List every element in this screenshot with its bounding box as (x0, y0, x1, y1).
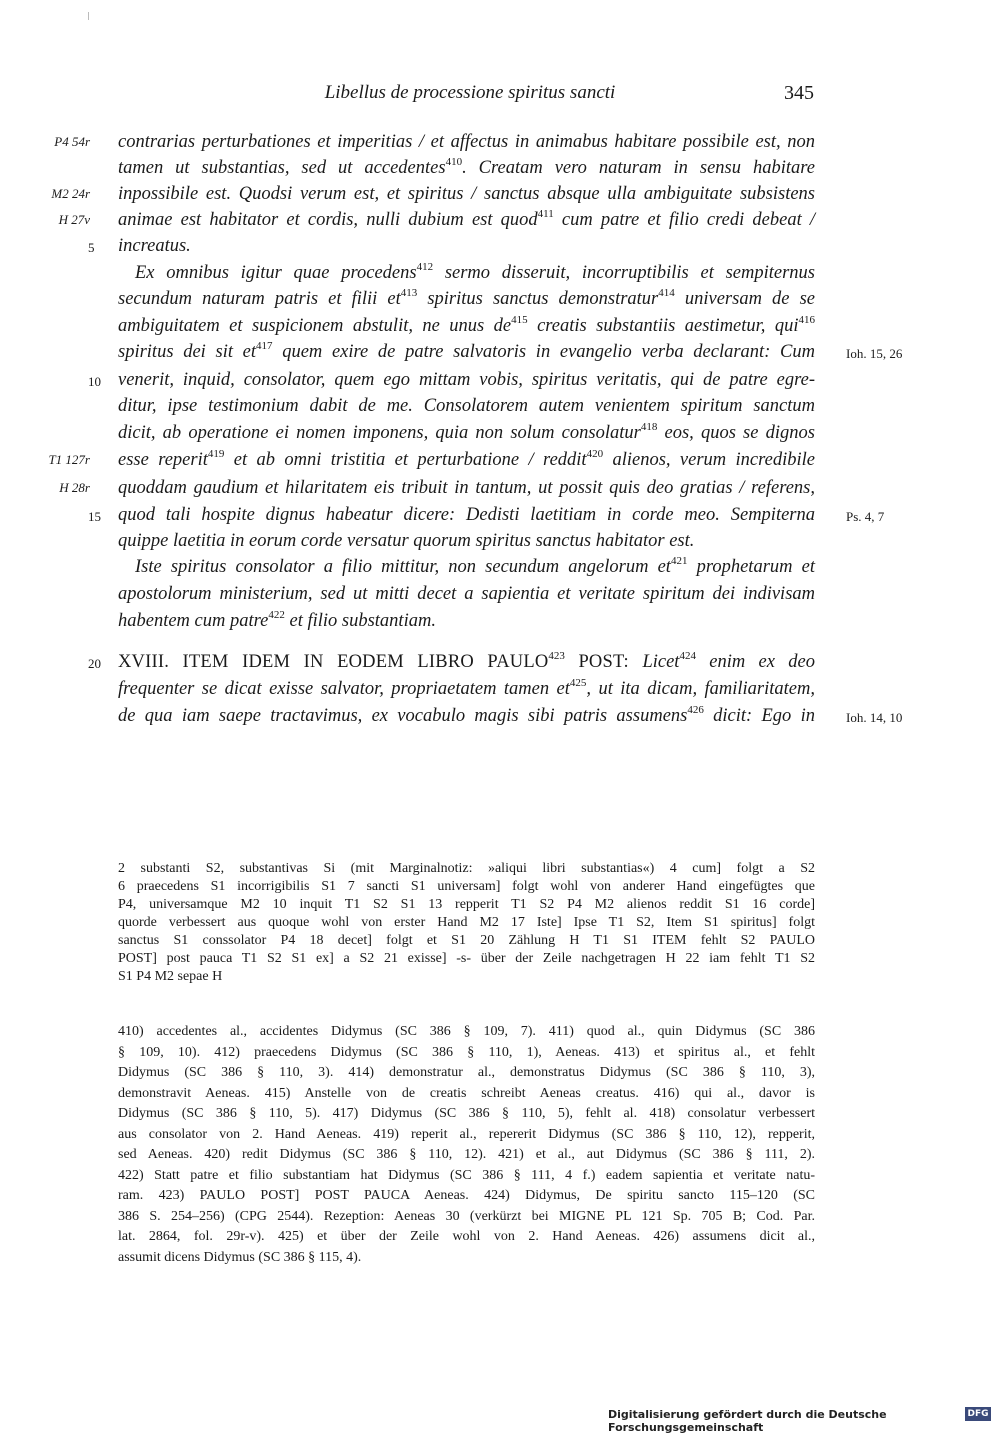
text-line: contrarias perturbationes et imperitias / et affectus in animabus habitare possibile est, non (118, 132, 815, 152)
text-line: increatus. (118, 236, 191, 256)
apparatus-line: POST] post pauca T1 S2 S1 ex] a S2 21 exisse] -s- über der Zeile nachgetragen H 22 iam fehlt T1 S2 (118, 951, 815, 966)
text-line: quippe laetitia in eorum corde versatur quorum spiritus sanctus habitator est. (118, 531, 695, 551)
apparatus-line: sanctus S1 conssolator P4 18 decet] folgt et S1 20 Zählung H T1 S1 ITEM fehlt S2 PAULO (118, 933, 815, 948)
text-line: Iste spiritus consolator a filio mittitur, non secundum angelorum $et^{421}$ prophetarum et (135, 555, 815, 577)
digitization-credit: Digitalisierung gefördert durch die Deutsche Forschungsgemeinschaft (608, 1408, 887, 1434)
scripture-reference: Ps. 4, 7 (846, 509, 885, 524)
critical-apparatus (118, 860, 815, 986)
footnote-line: demonstravit Aeneas. 415) Anstelle von de creatis schreibt Aeneas creatus. 416) qui al., davor is (118, 1085, 815, 1101)
footnote-line: 422) Statt patre et filio substantiam hat Didymus (SC 386 § 111, 4 f.) eadem sapientia et veritate natu- (118, 1167, 815, 1183)
text-line: animae est habitator et cordis, nulli dubium est quod$^{411}$ cum patre et filio credi debeat / (118, 208, 816, 230)
manuscript-mark: T1 127r (48, 452, 90, 467)
manuscript-mark: H 27v (58, 212, 90, 227)
footnote-line: ram. 423) PAULO POST] POST PAUCA Aeneas. 424) Didymus, De spiritu sancto 115–120 (SC (118, 1188, 815, 1203)
manuscript-mark: H 28r (59, 480, 90, 495)
footnote-line: 410) accedentes al., accidentes Didymus (SC 386 § 109, 7). 411) quod al., quin Didymus (SC 386 (118, 1024, 815, 1039)
text-line: tamen ut substantias, sed ut accedentes$^{410}$. Creatam vero naturam in sensu habitare (118, 156, 815, 178)
line-number: 10 (88, 374, 101, 389)
line-number: 5 (88, 240, 95, 255)
line-number: 15 (88, 509, 101, 524)
footnote-line: aus consolator von 2. Hand Aeneas. 419) reperit al., repererit Didymus (SC 386 § 110, 12), repperit, (118, 1126, 815, 1142)
text-line: frequenter se dicat exisse salvator, propriaetatem tamen $et^{425}$, ut ita dicam, familiaritatem, (118, 677, 815, 699)
manuscript-mark: P4 54r (54, 134, 90, 149)
footnote-line: assumit dicens Didymus (SC 386 § 115, 4). (118, 1249, 362, 1265)
running-header (0, 82, 1000, 104)
line-number: 20 (88, 656, 101, 671)
footnote-line: Didymus (SC 386 § 110, 3). 414) demonstratur al., demonstratus Didymus (SC 386 § 110, 3), (118, 1065, 815, 1080)
apparatus-line: P4, universamque M2 10 inquit T1 S2 S1 13 repperit T1 S2 P4 M2 alienos reddit S1 16 corde] (118, 897, 815, 912)
text-line: venerit, inquid, consolator, quem ego mittam vobis, spiritus veritatis, qui de patre egre- (118, 370, 815, 390)
scripture-reference: Ioh. 15, 26 (846, 346, 903, 361)
text-line: ambiguitatem et suspicionem abstulit, ne unus $de^{415}$ creatis substantiis aestimetur, qui$^{416}$ (118, 314, 815, 336)
apparatus-line: S1 P4 M2 sepae H (118, 969, 223, 984)
text-line: quoddam gaudium et hilaritatem eis tribuit in tantum, ut possit quis deo gratias / referens, (118, 478, 815, 498)
text-line: inpossibile est. Quodsi verum est, et spiritus / sanctus absque ulla ambiguitate subsistens (118, 184, 815, 204)
text-line: habentem cum patre$^{422}$ et filio substantiam. (118, 609, 436, 631)
text-line: esse reperit$^{419}$ et ab omni tristitia et perturbatione / reddit$^{420}$ alienos, verum incredibile (118, 448, 815, 470)
scripture-reference: Ioh. 14, 10 (846, 710, 903, 725)
text-line: spiritus dei sit $et^{417}$ quem exire de patre salvatoris in evangelio verba declarant: Cum (118, 340, 815, 362)
text-line: XVIII. ITEM IDEM IN EODEM LIBRO PAULO$^{423}$ POST: Licet$^{424}$ enim ex deo (118, 650, 815, 672)
footnote-line: lat. 2864, fol. 29r-v). 425) et über der Zeile wohl von 2. Hand Aeneas. 426) assumens dicit al., (118, 1229, 815, 1244)
footnote-line: 386 S. 254–256) (CPG 2544). Rezeption: Aeneas 30 (verkürzt bei MIGNE PL 121 Sp. 705 B; Cod. Par. (118, 1208, 815, 1224)
footnote-line: § 109, 10). 412) praecedens Didymus (SC 386 § 110, 1), Aeneas. 413) et spiritus al., et fehlt (118, 1044, 815, 1060)
footnote-line: Didymus (SC 386 § 110, 5). 417) Didymus (SC 386 § 110, 5), fehlt al. 418) consolatur verbessert (118, 1106, 815, 1121)
dfg-logo: DFG (965, 1407, 991, 1421)
page-number: 345 (784, 82, 814, 104)
text-line: ditur, ipse testimonium dabit de me. Consolatorem autem venientem spiritum sanctum (118, 396, 815, 416)
text-line: apostolorum ministerium, sed ut mitti decet a sapientia et veritate spiritum dei indivisam (118, 584, 815, 604)
text-line: quod tali hospite dignus habeatur dicere: Dedisti laetitiam in corde meo. Sempiterna (118, 505, 815, 525)
apparatus-line: quorde verbessert aus quoque wohl von erster Hand M2 17 Iste] Ipse T1 S2, Item S1 spiritus] folgt (118, 915, 815, 930)
footnote-line: sed Aeneas. 420) redit Didymus (SC 386 § 110, 12). 421) et al., aut Didymus (SC 386 § 111, 2). (118, 1147, 815, 1162)
text-line: de qua iam saepe tractavimus, ex vocabulo magis sibi patris assumens$^{426}$ dicit: Ego in (118, 704, 816, 726)
text-line: Ex omnibus igitur quae procedens$^{412}$ sermo disseruit, incorruptibilis et sempiternus (135, 261, 815, 283)
manuscript-mark: M2 24r (51, 186, 90, 201)
scan-mark (88, 12, 89, 20)
source-footnotes (118, 1022, 815, 1268)
running-title: Libellus de processione spiritus sancti (324, 82, 616, 103)
text-line: secundum naturam patris et filii $et^{413}$ spiritus sanctus demonstratur$^{414}$ universam de se (118, 287, 815, 309)
text-line: dicit, ab operatione ei nomen imponens, quia non solum consolatur$^{418}$ eos, quos se dignos (118, 421, 815, 443)
apparatus-line: 6 praecedens S1 incorrigibilis S1 7 sancti S1 universam] folgt wohl von anderer Hand eingefügtes que (118, 879, 815, 894)
apparatus-line: 2 substanti S2, substantivas Si (mit Marginalnotiz: »aliqui libri substantias«) 4 cum] folgt a S2 (118, 861, 815, 876)
